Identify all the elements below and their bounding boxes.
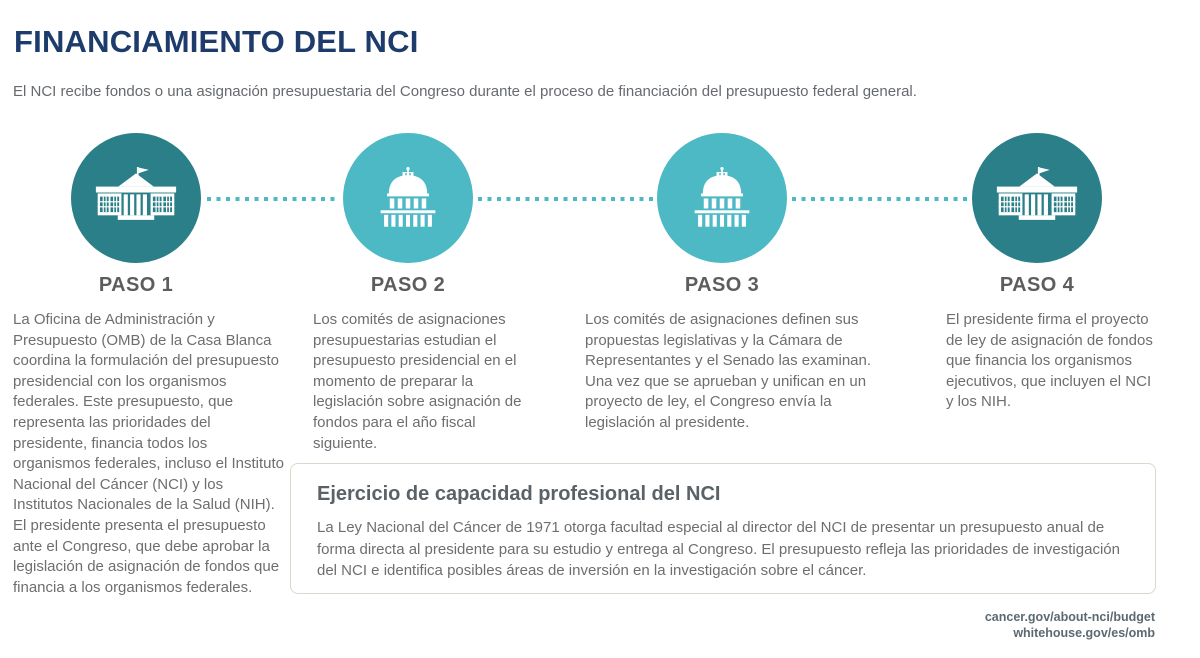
callout-box: [290, 463, 1156, 594]
step1-label: PASO 1: [98, 274, 174, 296]
step4-description: El presidente firma el proyecto de ley de asignación de fondos que financia los organismos ejecutivos, que incluyen el NCI y los NIH.: [946, 311, 1153, 411]
page-title: FINANCIAMIENTO DEL NCI: [14, 24, 419, 59]
page-subtitle: El NCI recibe fondos o una asignación presupuestaria del Congreso durante el proceso de financiación del presupuesto federal general.: [13, 83, 917, 100]
white-house-icon: [90, 167, 182, 229]
step1-description: La Oficina de Administración y Presupuesto (OMB) de la Casa Blanca coordina la formulación del presupuesto presidencial con los organismos federales. Este presupuesto, que representa las prioridades del presidente, financia todos los organismos federales, incluso el Instituto Nacional del Cáncer (NCI) y los Institutos Nacionales de la Salud (NIH). El presidente presenta el presupuesto ante el Congreso, que debe aprobar la legislación de asignación de fondos que financia a los organismos federales.: [13, 311, 284, 596]
white-house-icon: [991, 167, 1083, 229]
step1-circle: [71, 133, 201, 263]
step4-label: PASO 4: [999, 274, 1075, 296]
dotted-connector: [478, 197, 653, 201]
step2-circle: [343, 133, 473, 263]
capitol-icon: [362, 167, 454, 229]
footer-links: [985, 609, 1155, 641]
footer-link-cancer-gov[interactable]: cancer.gov/about-nci/budget: [984, 610, 1155, 624]
capitol-icon: [676, 167, 768, 229]
callout-title: Ejercicio de capacidad profesional del NCI: [317, 483, 721, 505]
step3-label: PASO 3: [684, 274, 760, 296]
dotted-connector: [792, 197, 968, 201]
step2-description: Los comités de asignaciones presupuestarias estudian el presupuesto presidencial en el momento de preparar la legislación sobre asignación de fondos para el año fiscal siguiente.: [313, 311, 522, 452]
step4-circle: [972, 133, 1102, 263]
dotted-connector: [207, 197, 339, 201]
step3-description: Los comités de asignaciones definen sus propuestas legislativas y la Cámara de Representantes y el Senado las examinan. Una vez que se aprueban y unifican en un proyecto de ley, el Congreso envía la legislación al presidente.: [585, 311, 872, 431]
footer-link-whitehouse-gov[interactable]: whitehouse.gov/es/omb: [1013, 626, 1155, 640]
step2-label: PASO 2: [370, 274, 446, 296]
step3-circle: [657, 133, 787, 263]
callout-body: La Ley Nacional del Cáncer de 1971 otorga facultad especial al director del NCI de presentar un presupuesto anual de forma directa al presidente para su estudio y entrega al Congreso. El presupuesto refleja las prioridades de investigación del NCI e identifica posibles áreas de inversión en la investigación sobre el cáncer.: [317, 519, 1120, 579]
